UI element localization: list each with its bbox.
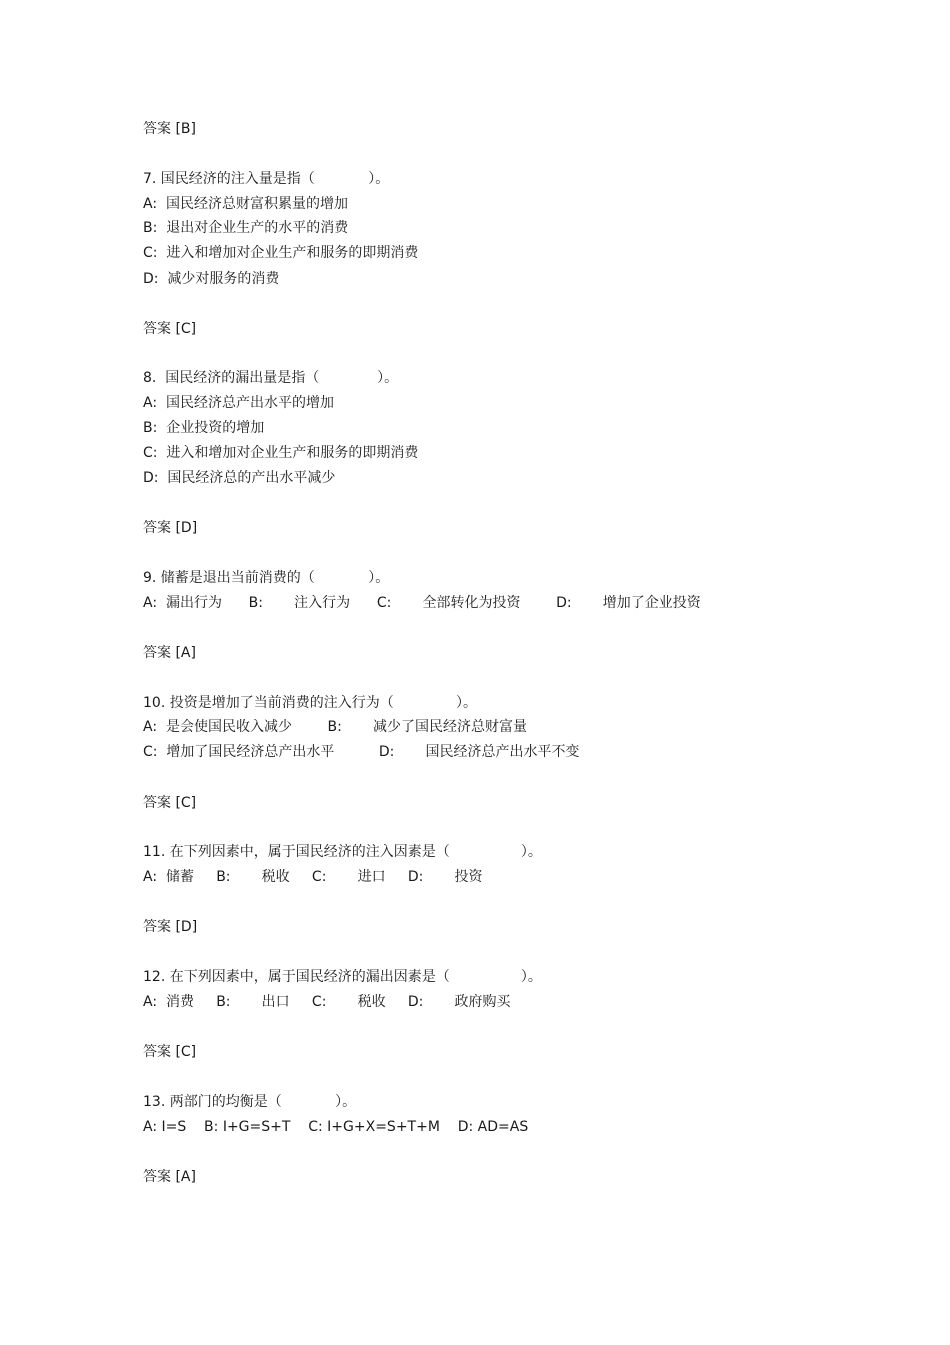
question-8: 8. 国民经济的漏出量是指（ ）。 [143,370,399,386]
answer-7: 答案 [C] [143,321,197,337]
question-13-options: A: I=S B: I+G=S+T C: I+G+X=S+T+M D: AD=AS [143,1119,529,1135]
question-10-options-cd: C: 增加了国民经济总产出水平 D: 国民经济总产出水平不变 [143,744,580,760]
question-10-options-ab: A: 是会使国民收入减少 B: 减少了国民经济总财富量 [143,719,528,735]
answer-8: 答案 [D] [143,520,198,536]
question-8-option-a: A: 国民经济总产出水平的增加 [143,395,334,411]
answer-6: 答案 [B] [143,121,196,137]
question-8-option-d: D: 国民经济总的产出水平减少 [143,470,336,486]
question-7-option-c: C: 进入和增加对企业生产和服务的即期消费 [143,245,419,261]
answer-11: 答案 [D] [143,919,198,935]
answer-13: 答案 [A] [143,1169,196,1185]
question-10: 10. 投资是增加了当前消费的注入行为（ ）。 [143,695,478,711]
question-11-options: A: 储蓄 B: 税收 C: 进口 D: 投资 [143,869,483,885]
question-9: 9. 储蓄是退出当前消费的（ ）。 [143,570,390,586]
question-9-options: A: 漏出行为 B: 注入行为 C: 全部转化为投资 D: 增加了企业投资 [143,595,701,611]
question-13: 13. 两部门的均衡是（ ）。 [143,1094,357,1110]
question-8-option-b: B: 企业投资的增加 [143,420,265,436]
answer-9: 答案 [A] [143,645,196,661]
question-7-option-d: D: 减少对服务的消费 [143,271,280,287]
question-7-option-a: A: 国民经济总财富积累量的增加 [143,196,348,212]
question-7-option-b: B: 退出对企业生产的水平的消费 [143,220,349,236]
question-12-options: A: 消费 B: 出口 C: 税收 D: 政府购买 [143,994,511,1010]
question-11: 11. 在下列因素中，属于国民经济的注入因素是（ ）。 [143,844,542,860]
question-8-option-c: C: 进入和增加对企业生产和服务的即期消费 [143,445,419,461]
answer-10: 答案 [C] [143,795,197,811]
question-12: 12. 在下列因素中，属于国民经济的漏出因素是（ ）。 [143,969,542,985]
answer-12: 答案 [C] [143,1044,197,1060]
question-7: 7. 国民经济的注入量是指（ ）。 [143,171,390,187]
